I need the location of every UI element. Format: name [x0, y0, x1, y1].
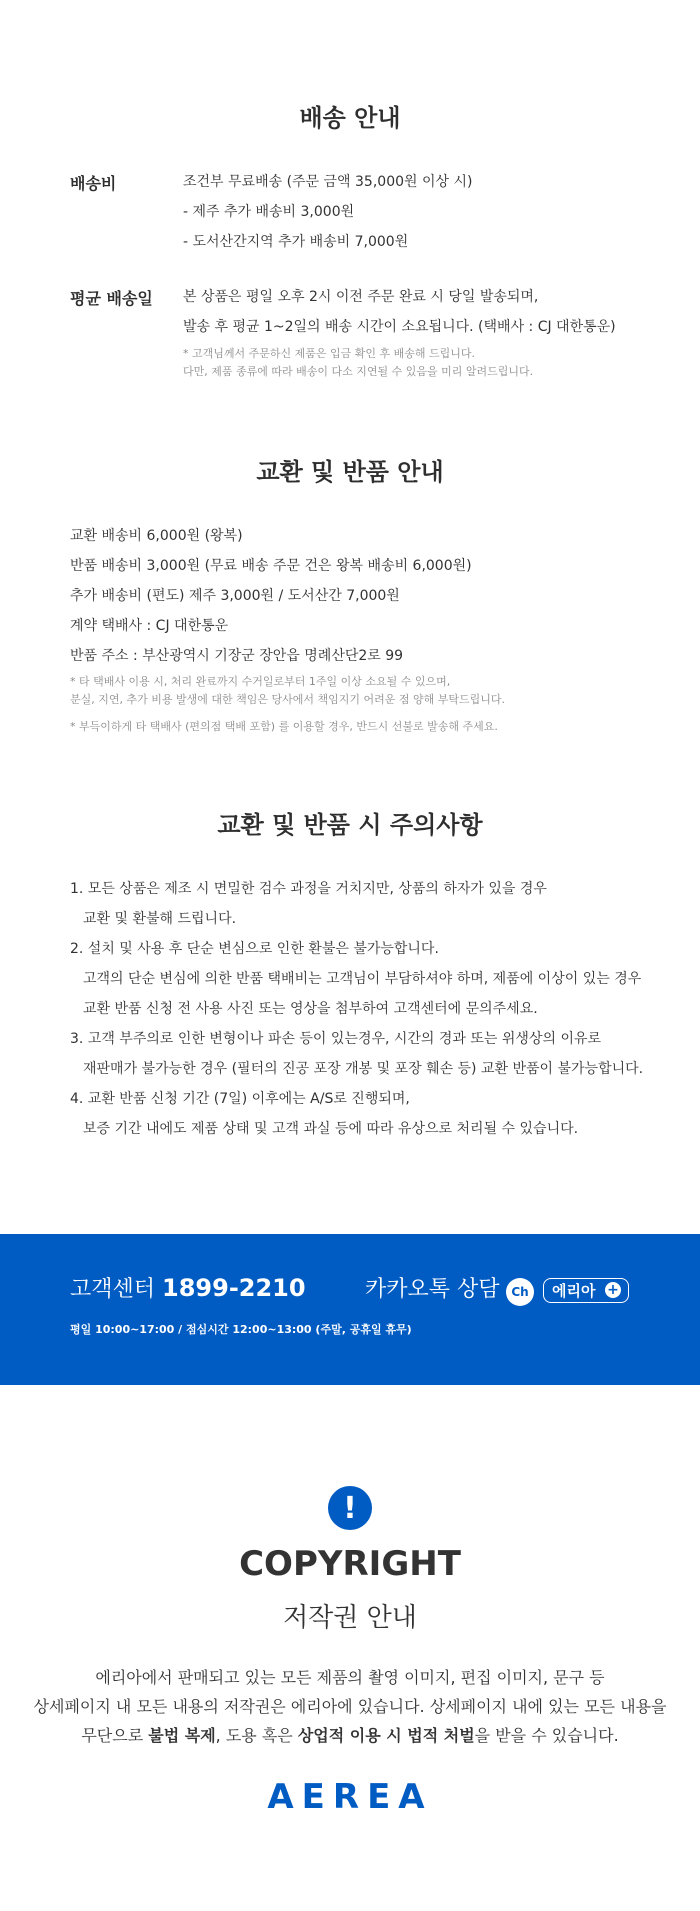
caution-title: 교환 및 반품 시 주의사항	[217, 811, 483, 839]
customer-center-bar	[0, 1234, 700, 1385]
plus-icon: +	[605, 1282, 621, 1298]
exchange-line: 추가 배송비 (편도) 제주 3,000원 / 도서산간 7,000원	[70, 588, 400, 604]
caution-line: 4. 교환 반품 신청 기간 (7일) 이후에는 A/S로 진행되며,	[70, 1091, 410, 1107]
copyright-line: 에리아에서 판매되고 있는 모든 제품의 촬영 이미지, 편집 이미지, 문구 등	[95, 1668, 605, 1687]
exchange-line: 계약 택배사 : CJ 대한통운	[70, 618, 229, 634]
caution-line: 고객의 단순 변심에 의한 반품 택배비는 고객님이 부담하셔야 하며, 제품에 이상이 있는 경우	[83, 971, 642, 987]
copyright-line: 상세페이지 내 모든 내용의 저작권은 에리아에 있습니다. 상세페이지 내에 있는 모든 내용을	[33, 1697, 667, 1716]
delivery-note: 다만, 제품 종류에 따라 배송이 다소 지연될 수 있음을 미리 알려드립니다.	[183, 365, 534, 378]
exchange-note: * 타 택배사 이용 시, 처리 완료까지 수거일로부터 1주일 이상 소요될 수 있으며,	[70, 675, 451, 688]
customer-center-hours: 평일 10:00~17:00 / 점심시간 12:00~13:00 (주말, 공휴일 휴무)	[70, 1323, 412, 1336]
copyright-subtitle: 저작권 안내	[283, 1603, 417, 1633]
kakao-consult-label: 카카오톡 상담	[365, 1277, 500, 1302]
caution-line: 재판매가 불가능한 경우 (필터의 진공 포장 개봉 및 포장 훼손 등) 교환 반품이 불가능합니다.	[83, 1061, 644, 1077]
exchange-line: 반품 배송비 3,000원 (무료 배송 주문 건은 왕복 배송비 6,000원)	[70, 558, 472, 574]
customer-center-label	[70, 1272, 306, 1303]
copyright-emphasis: 불법 복제	[148, 1726, 216, 1745]
caution-line: 1. 모든 상품은 제조 시 면밀한 검수 과정을 거치지만, 상품의 하자가 있을 경우	[70, 881, 547, 897]
copyright-text: 을 받을 수 있습니다.	[474, 1726, 619, 1745]
caution-line: 3. 고객 부주의로 인한 변형이나 파손 등이 있는경우, 시간의 경과 또는 위생상의 이유로	[70, 1031, 602, 1047]
copyright-text: 무단으로	[81, 1726, 149, 1745]
exclamation-icon: !	[328, 1486, 372, 1530]
delivery-days-label: 평균 배송일	[70, 289, 153, 308]
delivery-days-line: 발송 후 평균 1~2일의 배송 시간이 소요됩니다. (택배사 : CJ 대한통운)	[183, 319, 616, 335]
exchange-line: 반품 주소 : 부산광역시 기장군 장안읍 명례산단2로 99	[70, 648, 404, 664]
copyright-text: , 도용 혹은	[215, 1726, 298, 1745]
caution-line: 교환 및 환불해 드립니다.	[83, 911, 237, 927]
shipping-fee-line: 조건부 무료배송 (주문 금액 35,000원 이상 시)	[183, 174, 473, 190]
shipping-fee-line: - 제주 추가 배송비 3,000원	[183, 204, 355, 220]
caution-line: 교환 반품 신청 전 사용 사진 또는 영상을 첨부하여 고객센터에 문의주세요.	[83, 1001, 538, 1017]
exchange-note: 분실, 지연, 추가 비용 발생에 대한 책임은 당사에서 책임지기 어려운 점 양해 부탁드립니다.	[70, 693, 505, 706]
caution-line: 2. 설치 및 사용 후 단순 변심으로 인한 환불은 불가능합니다.	[70, 941, 439, 957]
delivery-days-line: 본 상품은 평일 오후 2시 이전 주문 완료 시 당일 발송되며,	[183, 289, 539, 305]
delivery-note: * 고객님께서 주문하신 제품은 입금 확인 후 배송해 드립니다.	[183, 347, 475, 360]
exchange-title: 교환 및 반품 안내	[256, 458, 444, 486]
exchange-note: * 부득이하게 타 택배사 (편의점 택배 포함) 를 이용할 경우, 반드시 선불로 발송해 주세요.	[70, 720, 498, 733]
kakao-channel-icon[interactable]: Ch	[506, 1278, 534, 1306]
exchange-line: 교환 배송비 6,000원 (왕복)	[70, 528, 243, 544]
kakao-channel-name: 에리아	[552, 1282, 596, 1300]
shipping-title: 배송 안내	[299, 104, 401, 132]
copyright-emphasis: 상업적 이용 시 법적 처벌	[297, 1726, 475, 1745]
aerea-logo: AEREA	[267, 1777, 433, 1817]
copyright-line	[0, 1723, 700, 1746]
kakao-channel-add-button[interactable]	[543, 1278, 629, 1303]
copyright-title: COPYRIGHT	[239, 1544, 461, 1584]
shipping-fee-label: 배송비	[70, 174, 117, 193]
customer-center-text: 고객센터	[70, 1277, 156, 1302]
customer-center-phone[interactable]: 1899-2210	[162, 1274, 306, 1302]
caution-line: 보증 기간 내에도 제품 상태 및 고객 과실 등에 따라 유상으로 처리될 수 있습니다.	[83, 1121, 579, 1137]
shipping-fee-line: - 도서산간지역 추가 배송비 7,000원	[183, 234, 409, 250]
